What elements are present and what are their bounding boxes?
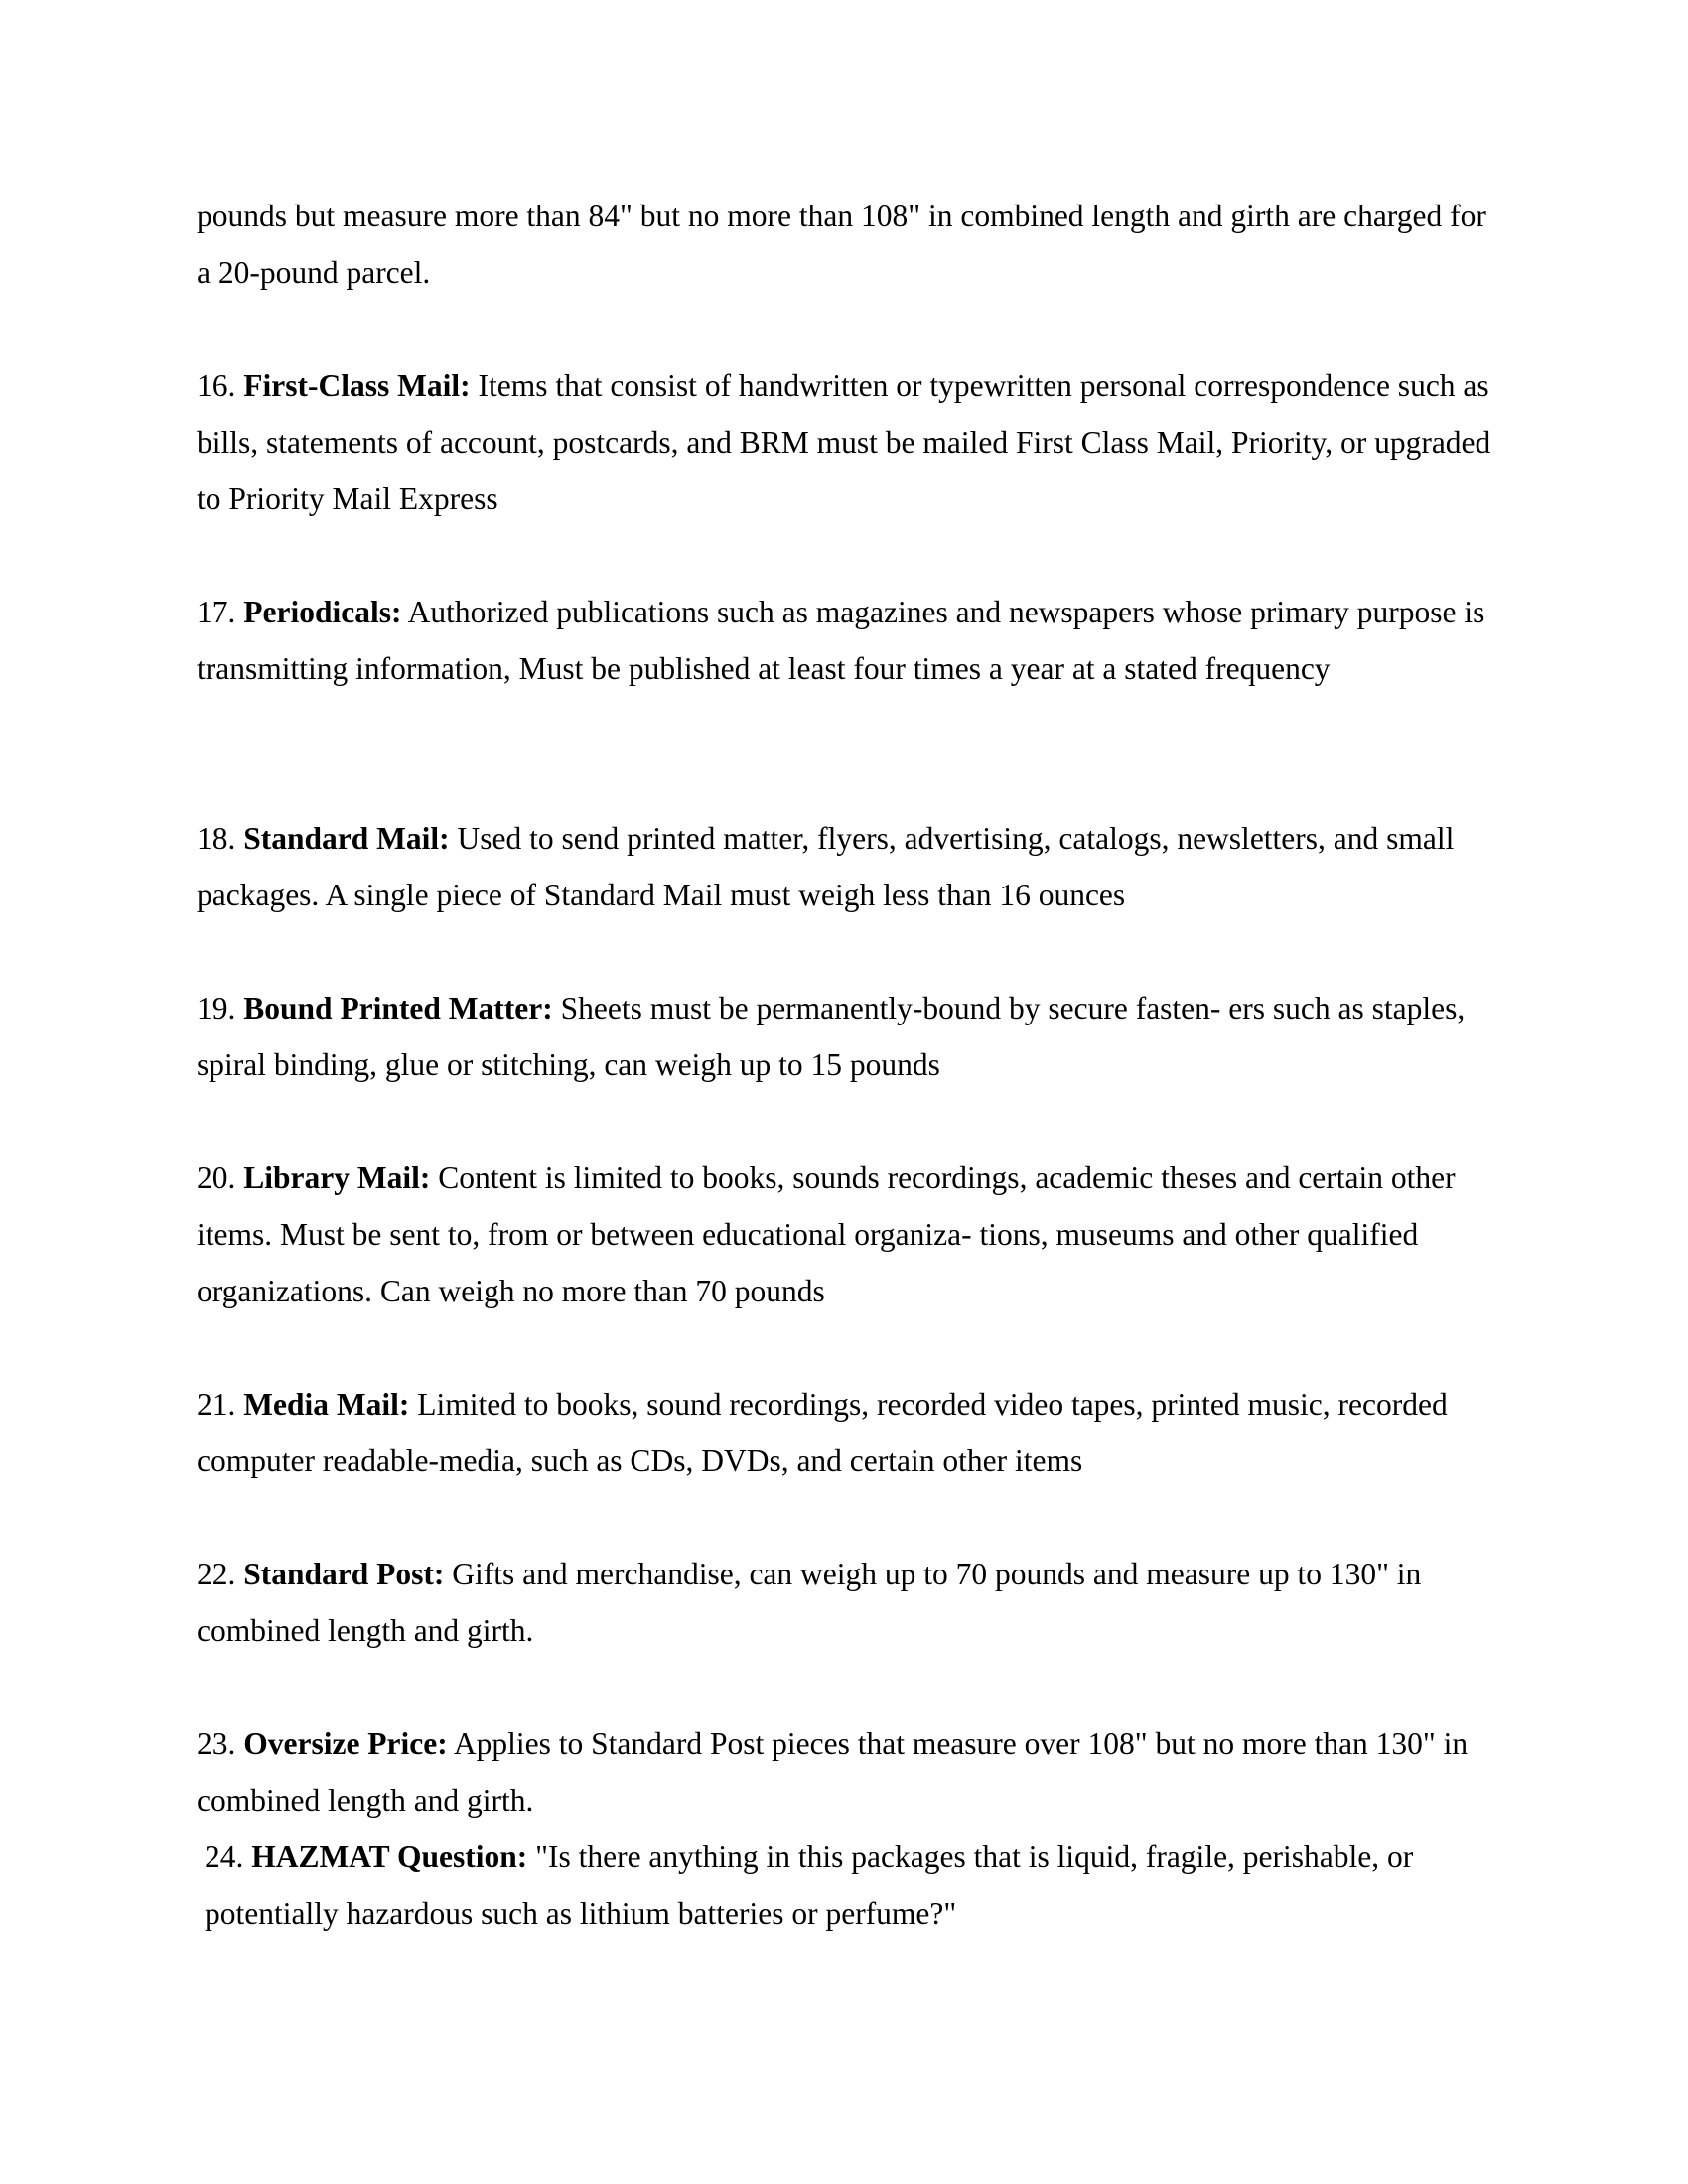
item-term: Bound Printed Matter: [243,991,553,1025]
continuation-text: pounds but measure more than 84" but no more than 108" in combined length and girth are charged for a 20-pound parcel. [197,199,1486,290]
item-number: 19. [197,991,236,1025]
item-term: Standard Post: [243,1557,445,1591]
item-number: 18. [197,821,236,856]
definition-item-first-class-mail [197,357,1497,527]
definition-item-oversize-price [197,1715,1497,1829]
item-number: 16. [197,368,236,403]
definition-item-standard-mail [197,810,1497,923]
item-term: First-Class Mail: [243,368,471,403]
item-number: 22. [197,1557,236,1591]
item-number: 21. [197,1387,236,1422]
item-text: Applies to Standard Post pieces that measure over 108" but no more than 130" in combined length and girth. [197,1726,1469,1818]
item-number: 20. [197,1160,236,1195]
definition-item-bound-printed-matter [197,980,1497,1093]
item-text: Sheets must be permanently-bound by secure fasten- ers such as staples, spiral binding, glue or stitching, can weigh up to 15 pounds [197,991,1466,1082]
item-number: 17. [197,595,236,629]
definition-item-standard-post [197,1546,1497,1659]
item-text: Authorized publications such as magazines and newspapers whose primary purpose is transmitting information, Must be published at least four times a year at a stated frequency [197,595,1485,686]
item-text: Gifts and merchandise, can weigh up to 70 pounds and measure up to 130" in combined length and girth. [197,1557,1422,1648]
item-number: 23. [197,1726,236,1761]
definition-item-library-mail [197,1150,1497,1319]
item-text: Used to send printed matter, flyers, advertising, catalogs, newsletters, and small packages. A single piece of Standard Mail must weigh less than 16 ounces [197,821,1455,912]
item-text: Limited to books, sound recordings, recorded video tapes, printed music, recorded computer readable-media, such as CDs, DVDs, and certain other items [197,1387,1448,1478]
item-term: Library Mail: [243,1160,431,1195]
definition-item-hazmat-question [205,1829,1505,1942]
item-term: Periodicals: [243,595,402,629]
definition-item-periodicals [197,584,1497,697]
item-term: Standard Mail: [243,821,450,856]
item-text: "Is there anything in this packages that is liquid, fragile, perishable, or potentially hazardous such as lithium batteries or perfume?" [205,1840,1414,1931]
item-term: HAZMAT Question: [251,1840,528,1874]
item-text: Content is limited to books, sounds recordings, academic theses and certain other items. Must be sent to, from or between educational organiza- tions, museums and other qualified organizations. Can weigh no more than 70 pounds [197,1160,1456,1308]
definition-item-media-mail [197,1376,1497,1489]
continuation-paragraph [197,188,1497,301]
item-text: Items that consist of handwritten or typewritten personal correspondence such as bills, statements of account, postcards, and BRM must be mailed First Class Mail, Priority, or upgraded to Priority Mail Express [197,368,1491,516]
item-term: Media Mail: [243,1387,410,1422]
item-number: 24. [205,1840,244,1874]
item-term: Oversize Price: [243,1726,448,1761]
